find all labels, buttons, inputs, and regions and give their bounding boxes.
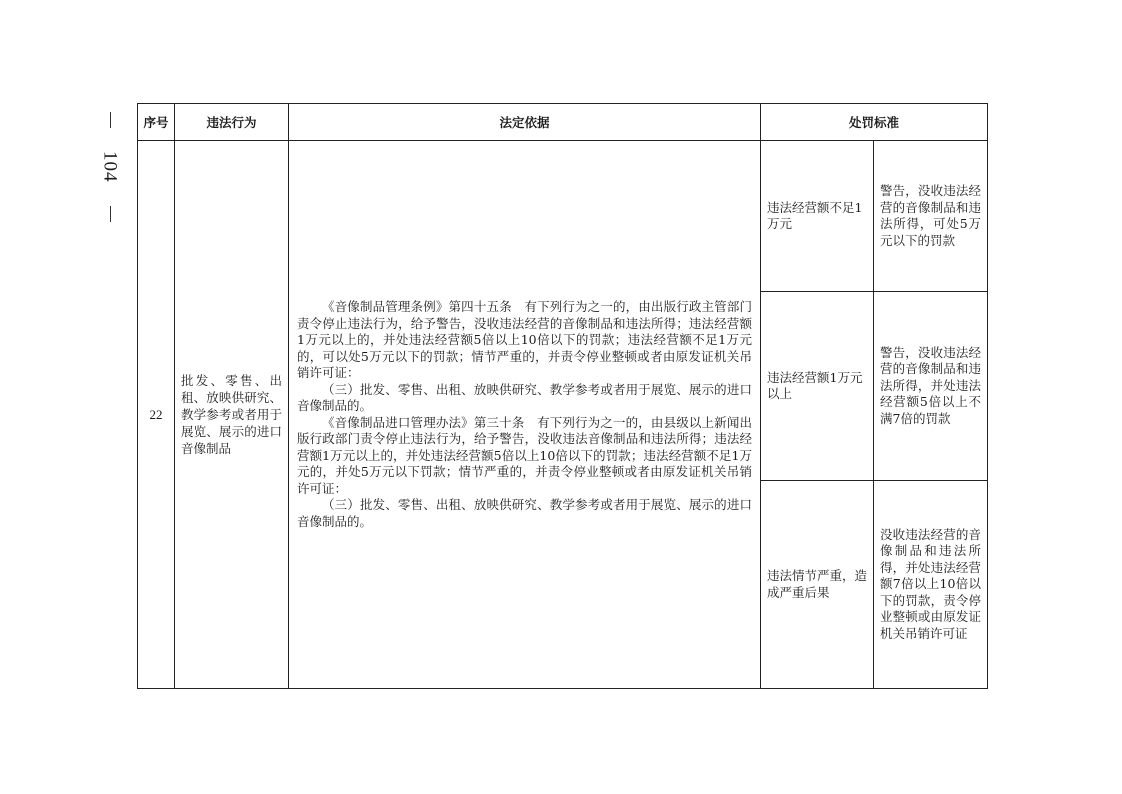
header-basis: 法定依据 xyxy=(289,104,761,141)
page-number-text: 104 xyxy=(99,151,121,183)
basis-paragraph: 《音像制品管理条例》第四十五条 有下列行为之一的，由出版行政主管部门责令停止违法行为，给予警告，没收违法经营的音像制品和违法所得；违法经营额1万元以上的，并处违法经营额5倍以上10倍以下的罚款；违法经营额不足1万元的，可以处5万元以下的罚款；情节严重的，并责令停业整顿或者由原发证机关吊销许可证： xyxy=(297,299,752,380)
page-number-dash-top xyxy=(110,112,111,128)
row-violation: 批发、零售、出租、放映供研究、教学参考或者用于展览、展示的进口音像制品 xyxy=(175,141,289,689)
penalty-measure: 警告，没收违法经营的音像制品和违法所得，可处5万元以下的罚款 xyxy=(874,141,988,292)
row-legal-basis xyxy=(289,141,761,689)
penalty-measure: 没收违法经营的音像制品和违法所得，并处违法经营额7倍以上10倍以下的罚款，责令停业整顿或由原发证机关吊销许可证 xyxy=(874,481,988,689)
penalty-situation: 违法经营额1万元以上 xyxy=(761,292,874,481)
penalty-table xyxy=(137,103,988,689)
table-row xyxy=(138,141,988,292)
basis-paragraph: 《音像制品进口管理办法》第三十条 有下列行为之一的，由县级以上新闻出版行政部门责令停止违法行为，给予警告，没收违法音像制品和违法所得；违法经营额1万元以上的，并处违法经营额5倍以上10倍以下的罚款；违法经营额不足1万元的，并处5万元以下罚款；情节严重的，并责令停业整顿或者由原发证机关吊销许可证： xyxy=(297,414,752,496)
row-seq: 22 xyxy=(138,141,175,689)
header-violation: 违法行为 xyxy=(175,104,289,141)
penalty-situation: 违法情节严重，造成严重后果 xyxy=(761,481,874,689)
page-number xyxy=(96,112,124,222)
page-number-dash-bottom xyxy=(110,206,111,222)
table-header-row xyxy=(138,104,988,141)
penalty-measure: 警告，没收违法经营的音像制品和违法所得，并处违法经营额5倍以上不满7倍的罚款 xyxy=(874,292,988,481)
basis-paragraph: （三）批发、零售、出租、放映供研究、教学参考或者用于展览、展示的进口音像制品的。 xyxy=(297,497,752,529)
header-penalty-standard: 处罚标准 xyxy=(761,104,988,141)
basis-paragraph: （三）批发、零售、出租、放映供研究、教学参考或者用于展览、展示的进口音像制品的。 xyxy=(297,381,752,413)
header-seq: 序号 xyxy=(138,104,175,141)
penalty-situation: 违法经营额不足1万元 xyxy=(761,141,874,292)
